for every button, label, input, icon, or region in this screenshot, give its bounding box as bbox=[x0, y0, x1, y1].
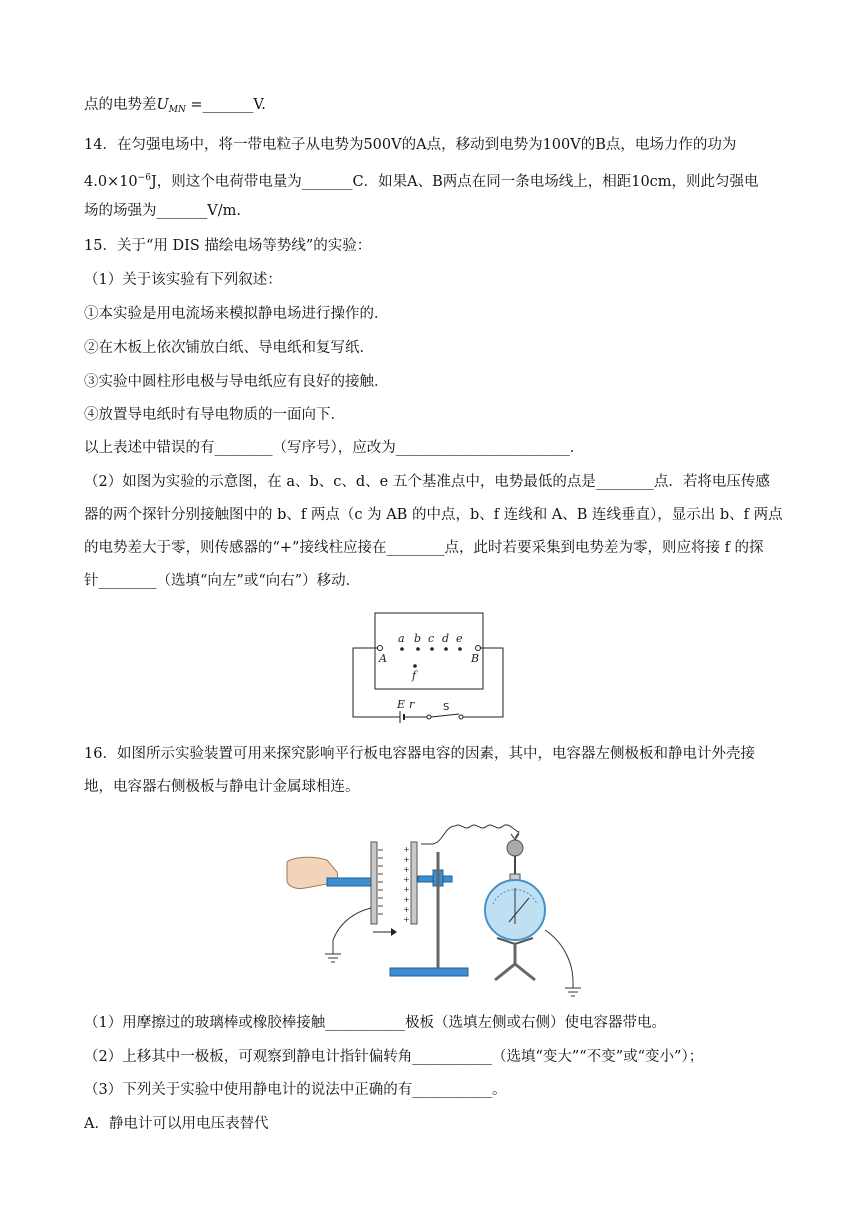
q14-coef: 4.0×10 bbox=[84, 174, 138, 190]
coiled-connecting-wire bbox=[421, 825, 519, 844]
q13-symbol: U bbox=[156, 97, 169, 113]
dis-experiment-figure bbox=[345, 605, 515, 725]
svg-text:+: + bbox=[403, 875, 410, 884]
q15-p2-line2: 器的两个探针分别接触图中的 b、f 两点（c 为 AB 的中点，b、f 连线和 A、B 连线垂直），显示出 b、f 两点 bbox=[84, 507, 783, 523]
svg-text:+: + bbox=[403, 845, 410, 854]
label-a: a bbox=[398, 632, 405, 645]
plus-charges bbox=[403, 845, 410, 924]
switch-contact-left bbox=[427, 715, 431, 719]
left-plate bbox=[371, 842, 377, 924]
q13-tail-line bbox=[84, 95, 266, 120]
electrode-B bbox=[476, 646, 481, 651]
label-S: S bbox=[443, 702, 450, 713]
electrode-A bbox=[378, 646, 383, 651]
point-b bbox=[416, 647, 420, 651]
electrometer-ball bbox=[507, 840, 523, 856]
label-b: b bbox=[414, 632, 422, 645]
label-c: c bbox=[428, 632, 435, 645]
move-arrow-head bbox=[391, 928, 397, 936]
q15-p2-line4: 针________（选填“向左”或“向右”）移动． bbox=[84, 573, 361, 589]
q15-item-4: ④放置导电纸时有导电物质的一面向下． bbox=[84, 407, 345, 423]
label-B: B bbox=[471, 652, 480, 665]
q15-item-2: ②在木板上依次铺放白纸、导电纸和复写纸． bbox=[84, 340, 374, 356]
q13-suffix: =_______V. bbox=[185, 97, 266, 113]
q13-subscript: MN bbox=[168, 105, 186, 115]
label-d: d bbox=[442, 632, 450, 645]
q16-line2: 地，电容器右侧极板与静电计金属球相连。 bbox=[84, 779, 360, 795]
svg-text:+: + bbox=[403, 855, 410, 864]
point-c bbox=[430, 647, 434, 651]
label-e: e bbox=[456, 632, 463, 645]
left-ground-wire bbox=[333, 908, 371, 954]
q14-line2-rest: J，则这个电荷带电量为_______C．如果A、B两点在同一条电场线上，相距10cm，则此匀强电 bbox=[150, 174, 759, 190]
q15-item-1: ①本实验是用电流场来模拟静电场进行操作的． bbox=[84, 306, 389, 322]
point-a bbox=[400, 647, 404, 651]
svg-text:+: + bbox=[403, 905, 410, 914]
label-A: A bbox=[379, 652, 387, 665]
left-ground-symbol bbox=[325, 954, 341, 962]
q15-item-3: ③实验中圆柱形电极与导电纸应有良好的接触． bbox=[84, 374, 389, 390]
stand-base bbox=[390, 968, 468, 976]
q14-line2 bbox=[84, 168, 759, 192]
point-e bbox=[458, 647, 462, 651]
right-plate bbox=[411, 842, 417, 924]
right-ground-symbol bbox=[565, 988, 581, 996]
svg-text:+: + bbox=[403, 915, 410, 924]
right-ground-wire bbox=[545, 930, 573, 988]
q14-line3: 场的场强为_______V/m. bbox=[84, 203, 241, 219]
q16-part3: （3）下列关于实验中使用静电计的说法中正确的有___________。 bbox=[84, 1082, 507, 1098]
label-r: r bbox=[409, 698, 415, 711]
q16-option-a: A．静电计可以用电压表替代 bbox=[84, 1116, 269, 1132]
svg-text:+: + bbox=[403, 865, 410, 874]
point-f bbox=[413, 664, 417, 668]
q15-p2-line3: 的电势差大于零，则传感器的“+”接线柱应接在________点，此时若要采集到电势差为零，则应将接 f 的探 bbox=[84, 540, 764, 556]
q14-exp: −6 bbox=[137, 173, 151, 183]
switch-lever bbox=[431, 714, 459, 717]
q16-line1: 16．如图所示实验装置可用来探究影响平行板电容器电容的因素，其中，电容器左侧极板和静电计外壳接 bbox=[84, 746, 755, 762]
insulating-handle bbox=[327, 878, 375, 886]
electrometer-legs bbox=[495, 964, 535, 980]
label-f: f bbox=[412, 669, 417, 682]
point-d bbox=[444, 647, 448, 651]
q16-part1: （1）用摩擦过的玻璃棒或橡胶棒接触___________极板（选填左侧或右侧）使电容器带电。 bbox=[84, 1015, 666, 1031]
conductive-paper-frame bbox=[375, 613, 483, 689]
svg-text:+: + bbox=[403, 895, 410, 904]
q15-p1-head: （1）关于该实验有下列叙述： bbox=[84, 272, 282, 288]
switch-contact-right bbox=[459, 715, 463, 719]
wire-arrow bbox=[511, 834, 519, 840]
q14-line1: 14．在匀强电场中，将一带电粒子从电势为500V的A点，移动到电势为100V的B点，电场力作的功为 bbox=[84, 137, 737, 153]
q15-title: 15．关于“用 DIS 描绘电场等势线”的实验： bbox=[84, 238, 372, 254]
left-wire bbox=[353, 648, 400, 717]
q16-part2: （2）上移其中一极板，可观察到静电计指针偏转角___________（选填“变大”“不变”或“变小”）； bbox=[84, 1049, 704, 1065]
capacitor-electrometer-figure bbox=[285, 812, 595, 1002]
q15-p1-tail: 以上表述中错误的有________（写序号），应改为________________________． bbox=[84, 440, 585, 456]
label-E: E bbox=[397, 698, 406, 711]
svg-text:+: + bbox=[403, 885, 410, 894]
q13-prefix: 点的电势差 bbox=[84, 97, 157, 113]
q15-p2-line1: （2）如图为实验的示意图，在 a、b、c、d、e 五个基准点中，电势最低的点是________点．若将电压传感 bbox=[84, 474, 770, 490]
